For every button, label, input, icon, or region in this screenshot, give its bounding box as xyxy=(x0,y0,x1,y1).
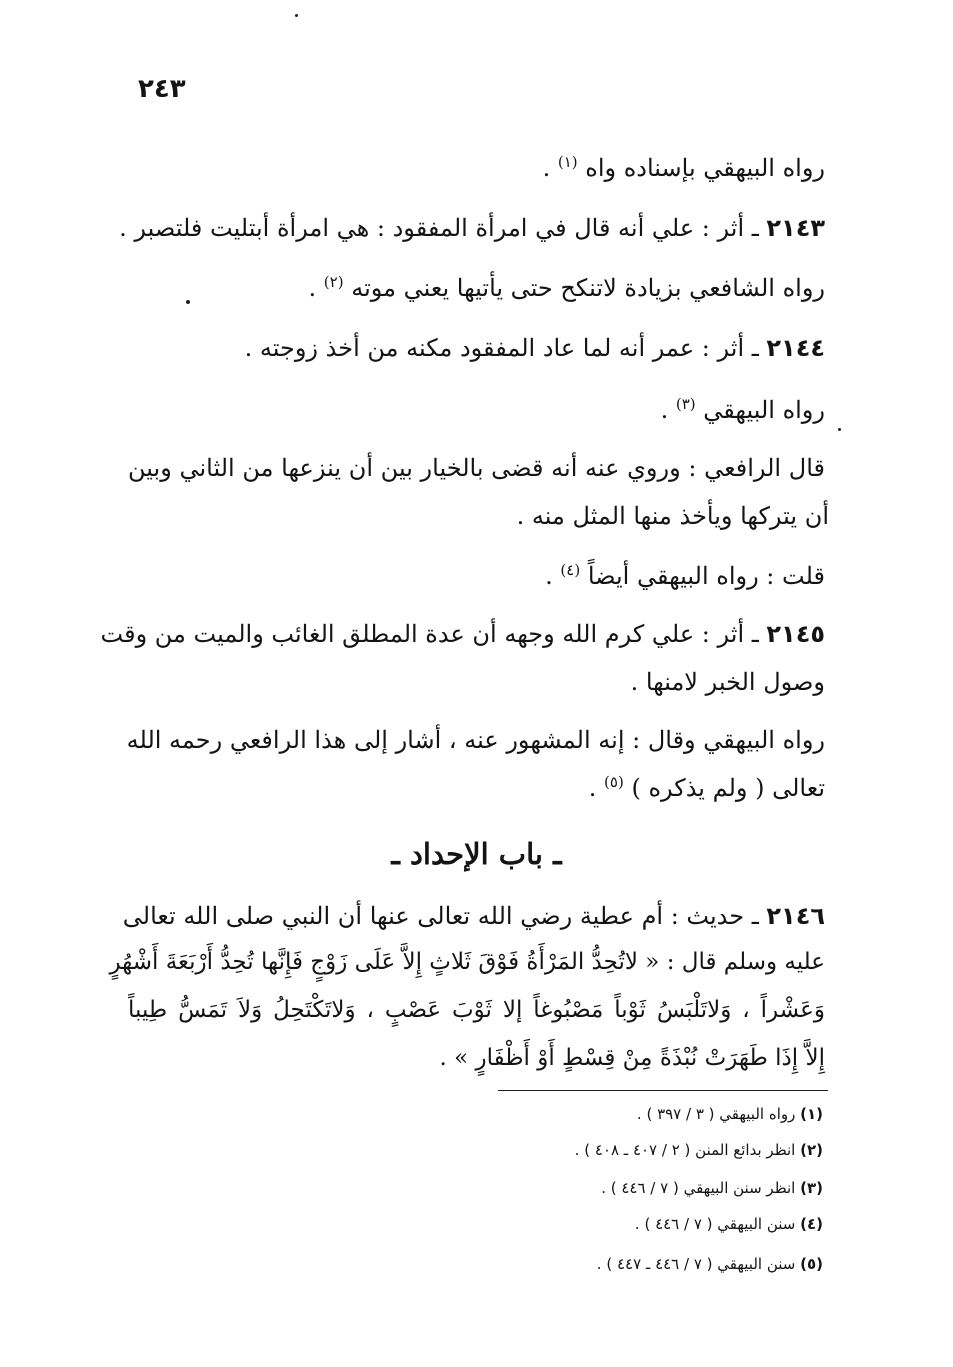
line-text: قال الرافعي : وروي عنه أنه قضى بالخيار بين أن ينزعها من الثاني وبين xyxy=(128,454,826,482)
entry-number: ٢١٤٤ xyxy=(766,334,825,362)
entry-number: ٢١٤٣ xyxy=(766,214,825,242)
line-end: . xyxy=(660,396,676,424)
entry-2144 xyxy=(125,328,825,368)
entry-2146 xyxy=(122,896,825,936)
footnote-number: (٥) xyxy=(800,1255,823,1273)
scan-speck xyxy=(838,428,841,431)
scan-speck xyxy=(295,14,298,17)
text-line xyxy=(125,148,825,188)
text-line xyxy=(125,390,825,430)
line-text: رواه الشافعي بزيادة لاتنكح حتى يأتيها يعني موته xyxy=(351,274,825,302)
footnote-text: انظر بدائع المنن ( ٢ / ٤٠٧ ـ ٤٠٨ ) . xyxy=(574,1141,801,1159)
line-text: إِلاَّ إِذَا طَهَرَتْ نُبْذَةً مِنْ قِسْطٍ أَوْ أَظْفَارٍ » . xyxy=(439,1045,825,1071)
footnote-ref: (١) xyxy=(557,153,578,171)
footnote-text: رواه البيهقي ( ٣ / ٣٩٧ ) . xyxy=(636,1105,801,1123)
line-text: عليه وسلم قال : « لاتُحِدُّ المَرْأَةُ فَوْقَ ثَلاثٍ إِلاَّ عَلَى زَوْجٍ فَإِنَّها تُحِدُّ أَرْبَعَةَ أَشْهُرٍ xyxy=(109,949,825,975)
footnote xyxy=(223,1250,823,1278)
line-text: ـ أثر : علي كرم الله وجهه أن عدة المطلق الغائب والميت من وقت xyxy=(100,620,767,648)
hadith-line xyxy=(109,942,825,982)
line-text: وَعَشْراً ، وَلاتَلْبَسُ ثَوْباً مَصْبُوغاً إلا ثَوْبَ عَصْبٍ ، وَلاتَكْتَحِلُ وَلاَ تَمَسُّ طِيباً xyxy=(128,997,825,1023)
footnote xyxy=(223,1174,823,1202)
footnote xyxy=(223,1136,823,1164)
line-text: ـ أثر : علي أنه قال في امرأة المفقود : هي امرأة أبتليت فلتصبر . xyxy=(119,214,767,242)
text-line xyxy=(128,448,825,488)
text-line xyxy=(125,556,825,596)
text-line xyxy=(128,720,825,760)
entry-number: ٢١٤٦ xyxy=(766,902,825,930)
hadith-line xyxy=(128,990,825,1030)
line-text: أن يتركها ويأخذ منها المثل منه . xyxy=(516,502,829,530)
footnote-text: سنن البيهقي ( ٧ / ٤٤٦ ) . xyxy=(634,1215,801,1233)
line-text: ـ حديث : أم عطية رضي الله تعالى عنها أن النبي صلى الله تعالى xyxy=(122,902,767,930)
page-number: ٢٤٣ xyxy=(138,74,186,104)
line-end: . xyxy=(542,154,558,182)
text-line xyxy=(125,662,825,702)
entry-number: ٢١٤٥ xyxy=(766,620,825,648)
line-text: ـ أثر : عمر أنه لما عاد المفقود مكنه من أخذ زوجته . xyxy=(244,334,767,362)
footnote-ref: (٤) xyxy=(560,561,581,579)
footnote-number: (١) xyxy=(800,1105,823,1123)
scan-speck xyxy=(186,300,190,304)
line-text: وصول الخبر لامنها . xyxy=(630,668,825,696)
hadith-line xyxy=(125,1038,825,1078)
line-end: . xyxy=(545,562,561,590)
footnote-ref: (٢) xyxy=(323,273,344,291)
text-line xyxy=(125,768,825,808)
footnote xyxy=(223,1100,823,1128)
line-text: رواه البيهقي xyxy=(703,396,825,424)
footnote xyxy=(223,1210,823,1238)
text-line xyxy=(129,496,829,536)
footnote-number: (٢) xyxy=(800,1141,823,1159)
line-text: قلت : رواه البيهقي أيضاً xyxy=(587,562,825,590)
line-end: . xyxy=(588,774,605,802)
footnote-ref: (٥) xyxy=(604,773,624,791)
footnote-text: سنن البيهقي ( ٧ / ٤٤٦ ـ ٤٤٧ ) . xyxy=(596,1255,801,1273)
entry-2143 xyxy=(119,208,825,248)
footnote-text: انظر سنن البيهقي ( ٧ / ٤٤٦ ) . xyxy=(601,1179,801,1197)
footnote-divider xyxy=(498,1090,828,1091)
footnote-number: (٣) xyxy=(800,1179,823,1197)
line-end: . xyxy=(308,274,324,302)
line-text: تعالى ( ولم يذكره ) xyxy=(631,774,825,802)
line-text: رواه البيهقي بإسناده واه xyxy=(585,154,825,182)
line-text: رواه البيهقي وقال : إنه المشهور عنه ، أشار إلى هذا الرافعي رحمه الله xyxy=(126,726,825,754)
section-heading: ـ باب الإحداد ـ xyxy=(391,837,562,871)
entry-2145 xyxy=(100,614,825,654)
footnote-number: (٤) xyxy=(800,1215,823,1233)
footnote-ref: (٣) xyxy=(675,395,696,413)
text-line xyxy=(125,268,825,308)
